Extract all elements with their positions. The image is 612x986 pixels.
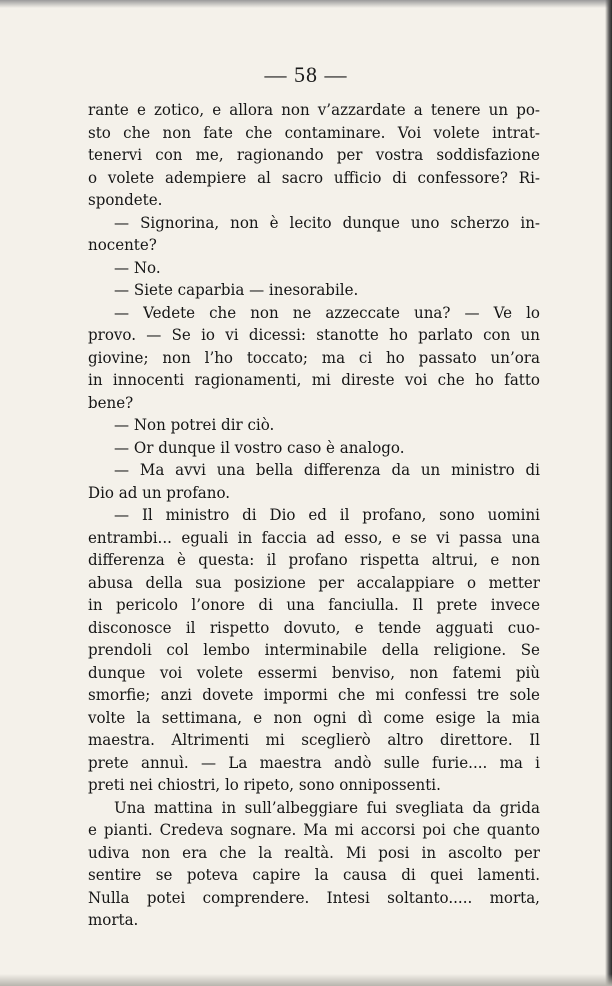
text-line: sentire se poteva capire la causa di quei lamenti. — [88, 865, 540, 884]
text-line: Nulla potei comprendere. Intesi soltanto..... morta, — [88, 887, 540, 907]
text-line: dunque voi volete essermi benviso, non fatemi più — [88, 662, 540, 682]
text-line: bene? — [88, 392, 134, 412]
text-line: in innocenti ragionamenti, mi direste voi che ho fatto — [88, 370, 540, 389]
page-top-shadow — [0, 0, 612, 8]
text-line: — Siete caparbia — inesorabile. — [114, 280, 359, 299]
text-line: Dio ad un profano. — [88, 482, 231, 502]
text-line: morta. — [88, 910, 139, 929]
text-line: prendoli col lembo interminabile della religione. Se — [88, 640, 540, 659]
text-line: smorfie; anzi dovete impormi che mi confessi tre sole — [88, 685, 540, 704]
text-line: giovine; non l’ho toccato; ma ci ho passato un’ora — [88, 347, 540, 367]
page-number: — 58 — — [264, 62, 348, 87]
text-line: Una mattina in sull’albeggiare fui svegliata da grida — [114, 797, 540, 817]
page-binding-edge — [605, 0, 612, 986]
text-line: prete annuì. — La maestra andò sulle furie.... ma i — [88, 752, 540, 772]
text-line: provo. — Se io vi dicessi: stanotte ho parlato con un — [88, 325, 540, 344]
text-line: — No. — [114, 257, 161, 277]
page-bottom-edge — [0, 974, 612, 986]
text-line: — Il ministro di Dio ed il profano, sono uomini — [114, 505, 540, 524]
text-line: abusa della sua posizione per accalappiare o metter — [88, 572, 540, 592]
text-line: — Non potrei dir ciò. — [114, 415, 275, 434]
text-line: udiva non era che la realtà. Mi posi in ascolto per — [88, 842, 540, 862]
text-line: rante e zotico, e allora non v’azzardate a tenere un po- — [88, 100, 540, 119]
text-line: nocente? — [88, 235, 157, 254]
text-line: preti nei chiostri, lo ripeto, sono onnipossenti. — [88, 775, 441, 794]
text-line: — Vedete che non ne azzeccate una? — Ve lo — [114, 302, 540, 322]
text-line: tenervi con me, ragionando per vostra soddisfazione — [88, 145, 540, 164]
text-line: — Or dunque il vostro caso è analogo. — [114, 437, 405, 457]
text-line: e pianti. Credeva sognare. Ma mi accorsi poi che quanto — [88, 820, 540, 839]
text-line: spondete. — [88, 190, 163, 209]
text-line: o volete adempiere al sacro ufficio di confessore? Ri- — [88, 167, 540, 187]
text-line: — Signorina, non è lecito dunque uno scherzo in- — [114, 212, 540, 232]
text-line: maestra. Altrimenti mi sceglierò altro direttore. Il — [88, 730, 540, 749]
text-line: — Ma avvi una bella differenza da un ministro di — [114, 460, 540, 479]
text-line: sto che non fate che contaminare. Voi volete intrat- — [88, 122, 540, 142]
body-text — [88, 99, 540, 932]
text-line: entrambi... eguali in faccia ad esso, e se vi passa una — [88, 527, 540, 547]
text-line: volte la settimana, e non ogni dì come esige la mia — [88, 707, 540, 727]
text-line: disconosce il rispetto dovuto, e tende agguati cuo- — [88, 617, 540, 637]
text-line: in pericolo l’onore di una fanciulla. Il prete invece — [88, 595, 540, 614]
text-line: differenza è questa: il profano rispetta altrui, e non — [88, 550, 540, 569]
